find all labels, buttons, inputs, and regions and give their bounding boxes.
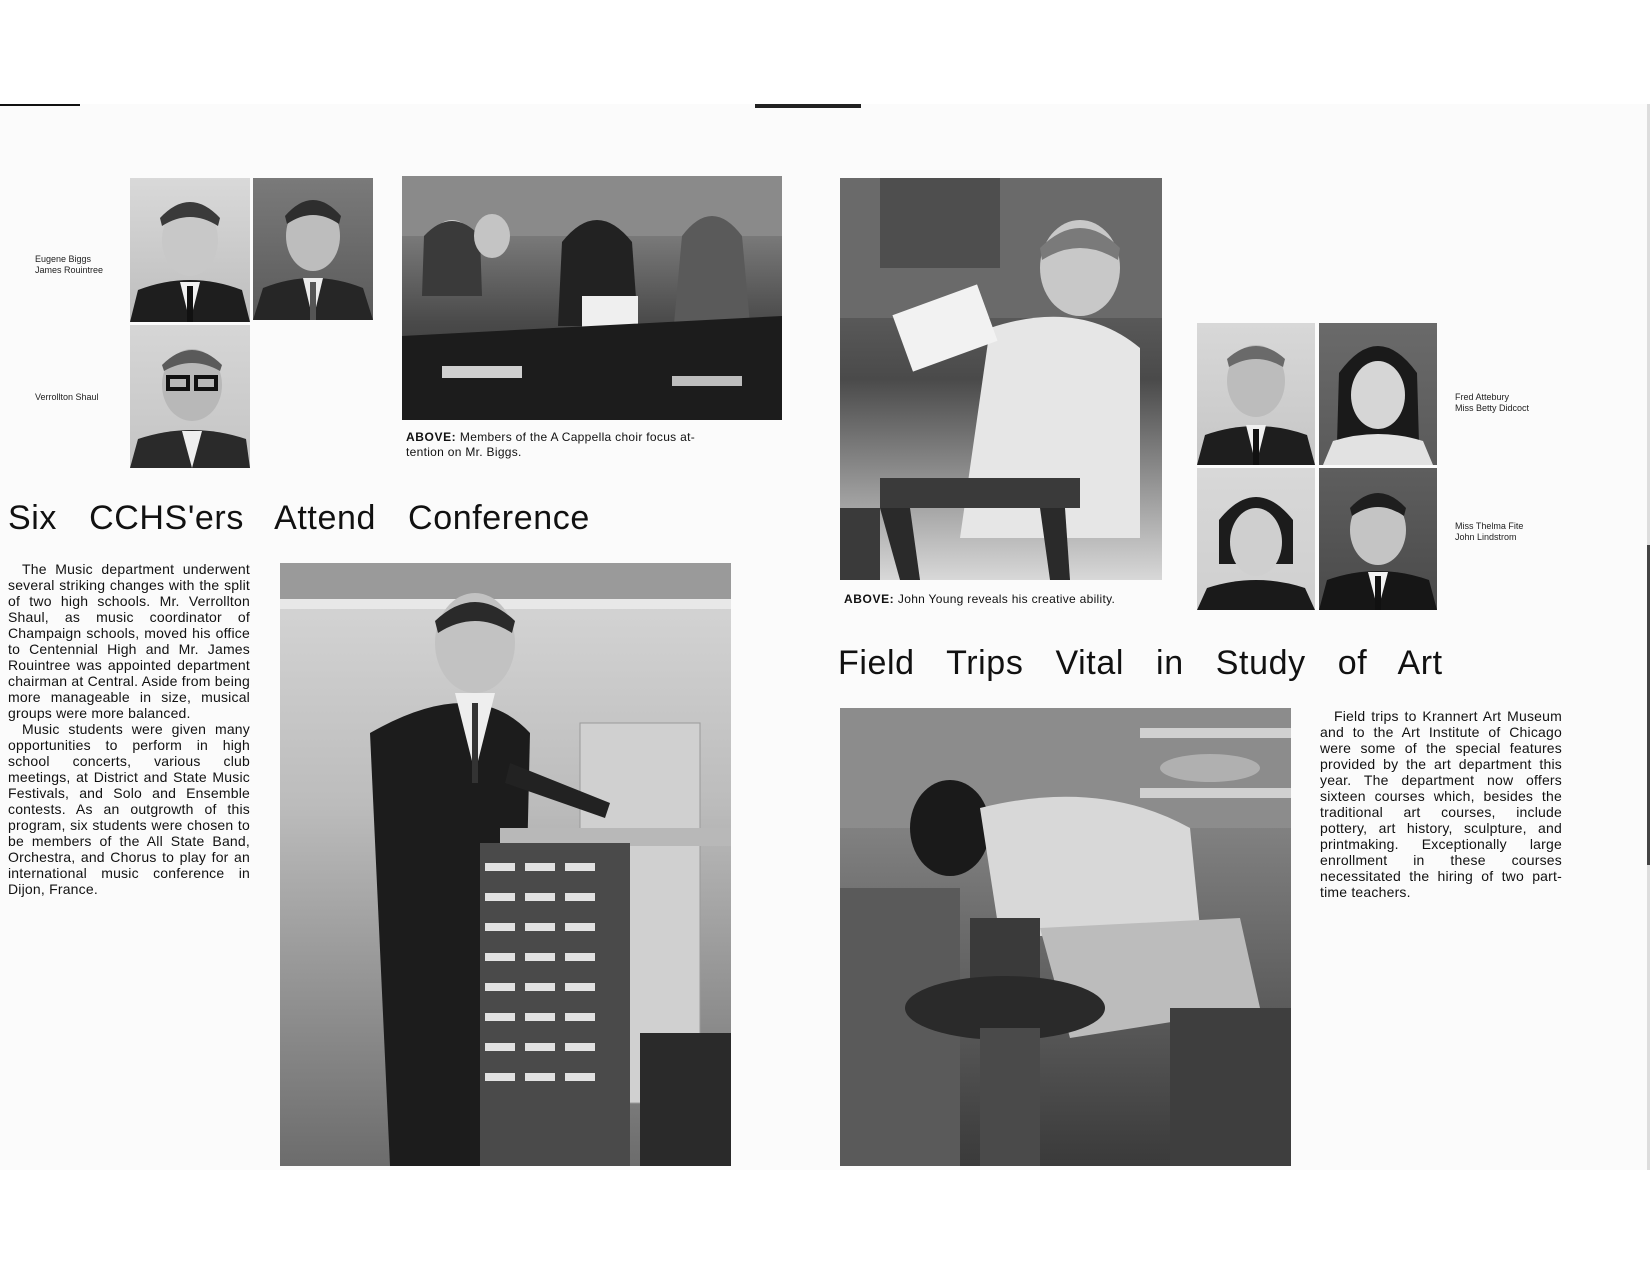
music-teacher-photo <box>280 563 731 1166</box>
article-paragraph: Music students were given many opportunities to perform in high school concerts, various club meetings, at District and State Music Festivals, and Solo and Ensemble contests. As an outgrowth of this program, six students were chosen to be members of the All State Band, Orchestra, and Chorus to play for an international music conference in Dijon, France. <box>8 721 250 897</box>
portrait-photo <box>253 178 373 320</box>
page-edge-mark <box>0 104 80 106</box>
name-verrollton-shaul: Verrollton Shaul <box>35 392 99 402</box>
name-john-lindstrom: John Lindstrom <box>1455 532 1517 542</box>
article-paragraph: Field trips to Krannert Art Museum and to the Art Institute of Chicago were some of the special features provided by the art department this year. The department now offers sixteen courses which, besides the traditional art courses, include pottery, art history, sculpture, and printmaking. Exceptionally large enrollment in these courses necessitated the hiring of two part-time teachers. <box>1320 708 1562 900</box>
art-caption <box>844 592 1174 607</box>
name-betty-didcoct: Miss Betty Didcoct <box>1455 403 1530 413</box>
portrait-photo <box>1319 468 1437 610</box>
portrait-photo <box>130 178 250 322</box>
portrait-label-bottom-left <box>35 392 99 403</box>
fold-mark <box>755 104 861 108</box>
portrait-label-top-left <box>35 254 103 276</box>
art-student-photo <box>840 178 1162 580</box>
portrait-photo <box>1319 323 1437 465</box>
art-article <box>1320 708 1562 900</box>
portrait-photo <box>130 325 250 468</box>
name-eugene-biggs: Eugene Biggs <box>35 254 92 264</box>
portrait-label-bottom-right <box>1455 521 1523 543</box>
headline-field-trips: Field Trips Vital in Study of Art <box>838 644 1443 682</box>
portrait-label-top-right <box>1455 392 1529 414</box>
caption-lead: ABOVE: <box>406 430 457 444</box>
name-thelma-fite: Miss Thelma Fite <box>1455 521 1524 531</box>
portrait-photo <box>1197 323 1315 465</box>
choir-photo <box>402 176 782 420</box>
headline-conference: Six CCHS'ers Attend Conference <box>8 499 590 537</box>
caption-text: John Young reveals his creative ability. <box>897 592 1116 606</box>
pottery-photo <box>840 708 1291 1166</box>
article-paragraph: The Music department underwent several striking changes with the split of two high schools. Mr. Verrollton Shaul, as music coordinator of Champaign schools, moved his office to Centennial High and Mr. James Rouintree was appointed department chairman at Central. Aside from being more manageable in size, musical groups were more balanced. <box>8 561 250 721</box>
caption-text: Members of the A Cappella choir focus at- tention on Mr. Biggs. <box>406 430 696 459</box>
name-james-rouintree: James Rouintree <box>35 265 104 275</box>
choir-caption <box>406 430 736 460</box>
portrait-photo <box>1197 468 1315 610</box>
name-fred-attebury: Fred Attebury <box>1455 392 1510 402</box>
caption-lead: ABOVE: <box>844 592 895 606</box>
music-article <box>8 561 250 897</box>
